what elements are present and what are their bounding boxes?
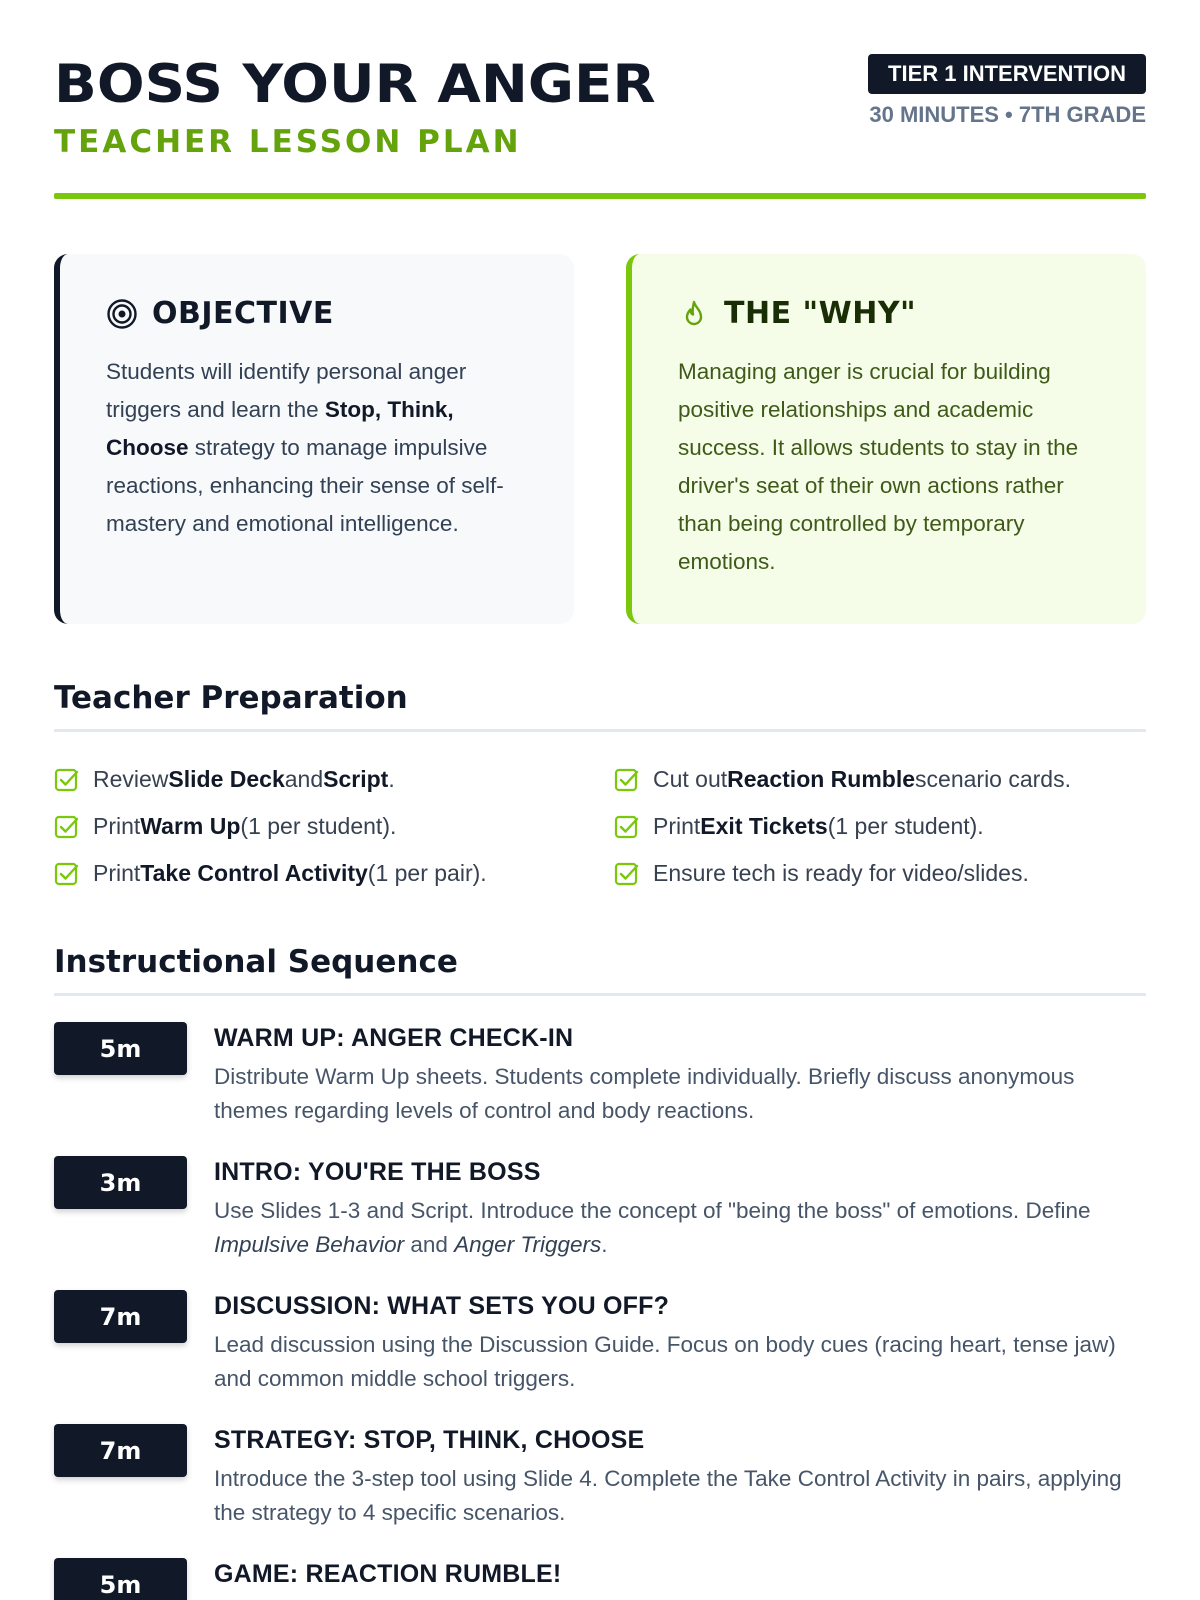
checkbox-checked-icon bbox=[54, 861, 80, 887]
preparation-heading: Teacher Preparation bbox=[54, 680, 408, 716]
sequence-step bbox=[54, 1558, 1146, 1600]
sequence-step bbox=[54, 1022, 1146, 1156]
time-badge: 5m bbox=[54, 1022, 187, 1075]
tier-badge: TIER 1 INTERVENTION bbox=[868, 54, 1146, 94]
header-divider bbox=[54, 193, 1146, 199]
step-title: INTRO: YOU'RE THE BOSS bbox=[214, 1158, 541, 1186]
step-description: Use Slides 1-3 and Script. Introduce the concept of "being the boss" of emotions. Define Impulsive Behavior and Anger Triggers. bbox=[214, 1198, 1091, 1257]
step-description: Distribute Warm Up sheets. Students complete individually. Briefly discuss anonymous themes regarding levels of control and body reactions. bbox=[214, 1064, 1075, 1123]
objective-card bbox=[54, 254, 574, 624]
prep-item: Cut out Reaction Rumble scenario cards. bbox=[614, 756, 1146, 803]
prep-item: Print Warm Up (1 per student). bbox=[54, 803, 614, 850]
why-card bbox=[626, 254, 1146, 624]
sequence-step bbox=[54, 1424, 1146, 1558]
step-title: STRATEGY: STOP, THINK, CHOOSE bbox=[214, 1426, 645, 1454]
step-title: DISCUSSION: WHAT SETS YOU OFF? bbox=[214, 1292, 670, 1320]
step-title: GAME: REACTION RUMBLE! bbox=[214, 1560, 562, 1588]
checkbox-checked-icon bbox=[614, 814, 640, 840]
target-icon bbox=[106, 298, 138, 330]
page-subtitle: TEACHER LESSON PLAN bbox=[54, 124, 522, 160]
page-title: BOSS YOUR ANGER bbox=[54, 54, 656, 115]
step-title: WARM UP: ANGER CHECK-IN bbox=[214, 1024, 574, 1052]
checkbox-checked-icon bbox=[54, 814, 80, 840]
objective-header bbox=[106, 296, 530, 331]
instructional-sequence bbox=[54, 1022, 1146, 1600]
flame-icon bbox=[678, 298, 710, 330]
time-badge: 7m bbox=[54, 1290, 187, 1343]
summary-cards bbox=[54, 254, 1146, 624]
sequence-step bbox=[54, 1290, 1146, 1424]
sequence-step bbox=[54, 1156, 1146, 1290]
why-title: THE "WHY" bbox=[724, 296, 917, 331]
prep-item: Ensure tech is ready for video/slides. bbox=[614, 850, 1146, 897]
sequence-heading: Instructional Sequence bbox=[54, 944, 458, 980]
checkbox-checked-icon bbox=[614, 861, 640, 887]
preparation-divider bbox=[54, 729, 1146, 732]
prep-item: Print Exit Tickets (1 per student). bbox=[614, 803, 1146, 850]
prep-item: Print Take Control Activity (1 per pair). bbox=[54, 850, 614, 897]
objective-text: Students will identify personal anger triggers and learn the Stop, Think, Choose strategy to manage impulsive reactions, enhancing their sense of self-mastery and emotional intelligence. bbox=[106, 359, 504, 536]
step-description: Lead discussion using the Discussion Guide. Focus on body cues (racing heart, tense jaw) and common middle school triggers. bbox=[214, 1332, 1116, 1391]
preparation-checklist bbox=[54, 756, 1146, 897]
header bbox=[54, 0, 1146, 200]
time-badge: 5m bbox=[54, 1558, 187, 1600]
objective-title: OBJECTIVE bbox=[152, 296, 334, 331]
why-header bbox=[678, 296, 1102, 331]
step-description: Introduce the 3-step tool using Slide 4. Complete the Take Control Activity in pairs, applying the strategy to 4 specific scenarios. bbox=[214, 1466, 1122, 1525]
sequence-divider bbox=[54, 993, 1146, 996]
why-text: Managing anger is crucial for building positive relationships and academic success. It allows students to stay in the driver's seat of their own actions rather than being controlled by temporary emotions. bbox=[678, 359, 1079, 574]
time-badge: 7m bbox=[54, 1424, 187, 1477]
prep-item: Review Slide Deck and Script . bbox=[54, 756, 614, 803]
duration-grade-meta: 30 MINUTES • 7TH GRADE bbox=[869, 102, 1146, 127]
checkbox-checked-icon bbox=[614, 767, 640, 793]
checkbox-checked-icon bbox=[54, 767, 80, 793]
time-badge: 3m bbox=[54, 1156, 187, 1209]
